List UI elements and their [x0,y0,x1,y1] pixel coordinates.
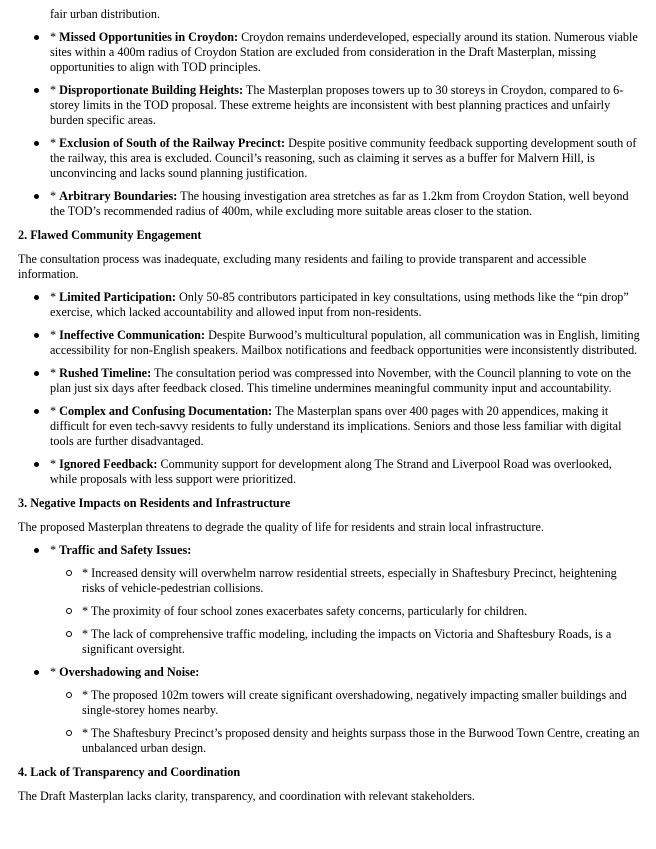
sub-bullet-list [50,688,640,756]
section-intro: The consultation process was inadequate, excluding many residents and failing to provide transparent and accessible information. [18,252,587,281]
item-marker: * [50,457,60,471]
list-item [18,543,640,657]
document-page [18,7,640,804]
list-item [18,457,640,487]
sub-item-text: The Shaftesbury Precinct’s proposed density and heights surpass those in the Burwood Town Centre, creating an unbalanced urban design. [82,726,640,755]
item-text: The Masterplan proposes towers up to 30 storeys in Croydon, compared to 6-storey limits in the TOD proposal. These extreme heights are inconsistent with best planning practices and unfairly burden specific areas. [50,83,624,127]
item-title: Limited Participation: [59,290,176,304]
item-title: Traffic and Safety Issues: [59,543,192,557]
item-marker: * [50,404,60,418]
list-item [18,290,640,320]
list-item [18,404,640,449]
sub-item-text: The proximity of four school zones exacerbates safety concerns, particularly for children. [90,604,528,618]
sub-list-item [50,604,640,619]
section-heading: 2. Flawed Community Engagement [18,228,202,242]
item-marker: * [82,604,91,618]
bullet-list [18,30,640,219]
section-heading: 3. Negative Impacts on Residents and Infrastructure [18,496,291,510]
section-intro: The proposed Masterplan threatens to degrade the quality of life for residents and strain local infrastructure. [18,520,544,534]
item-title: Overshadowing and Noise: [59,665,200,679]
item-marker: * [50,189,60,203]
item-marker: * [50,328,60,342]
sub-list-item [50,566,640,596]
item-title: Exclusion of South of the Railway Precinct: [59,136,286,150]
list-item [18,136,640,181]
bullet-list [18,290,640,487]
sub-bullet-list [50,566,640,657]
list-item [18,366,640,396]
item-text: Community support for development along The Strand and Liverpool Road was overlooked, while proposals with less support were prioritized. [50,457,612,486]
sub-item-text: The lack of comprehensive traffic modeling, including the impacts on Victoria and Shaftesbury Roads, is a significant oversight. [82,627,612,656]
item-title: Rushed Timeline: [59,366,152,380]
document-body [18,30,640,804]
sub-item-text: Increased density will overwhelm narrow residential streets, especially in Shaftesbury Precinct, heightening risks of vehicle-pedestrian collisions. [82,566,617,595]
item-marker: * [82,566,92,580]
item-marker: * [82,726,91,740]
item-title: Ineffective Communication: [59,328,206,342]
item-marker: * [50,543,60,557]
item-marker: * [50,366,60,380]
item-title: Arbitrary Boundaries: [59,189,178,203]
sub-list-item [50,726,640,756]
item-text: Croydon remains underdeveloped, especially around its station. Numerous viable sites within a 400m radius of Croydon Station are excluded from consideration in the Draft Masterplan, missing opportunities to align with TOD principles. [50,30,638,74]
item-title: Disproportionate Building Heights: [59,83,244,97]
list-item [18,83,640,128]
list-item [18,189,640,219]
section-heading: 4. Lack of Transparency and Coordination [18,765,241,779]
item-text: The housing investigation area stretches as far as 1.2km from Croydon Station, well beyond the TOD’s recommended radius of 400m, while excluding more suitable areas closer to the station. [50,189,629,218]
item-text: The consultation period was compressed into November, with the Council planning to vote on the plan just six days after feedback closed. This timeline undermines meaningful community input and accountability. [50,366,632,395]
sub-list-item [50,627,640,657]
item-title: Ignored Feedback: [59,457,158,471]
item-marker: * [50,30,60,44]
sub-item-text: The proposed 102m towers will create significant overshadowing, negatively impacting smaller buildings and single-storey homes nearby. [82,688,627,717]
item-title: Missed Opportunities in Croydon: [59,30,239,44]
item-marker: * [82,688,91,702]
item-marker: * [50,136,60,150]
item-text: Only 50-85 contributors participated in key consultations, using methods like the “pin drop” exercise, which lacked accountability and allowed input from non-residents. [50,290,629,319]
item-title: Complex and Confusing Documentation: [59,404,273,418]
item-marker: * [82,627,91,641]
item-marker: * [50,665,60,679]
sub-list-item [50,688,640,718]
item-marker: * [50,83,60,97]
section-intro: The Draft Masterplan lacks clarity, transparency, and coordination with relevant stakeholders. [18,789,475,803]
list-item [18,665,640,756]
lead-fragment: fair urban distribution. [50,7,161,21]
item-text: The Masterplan spans over 400 pages with 20 appendices, making it difficult for even tech-savvy residents to fully understand its implications. Seniors and those less familiar with digital tools are further disadvantaged. [50,404,622,448]
bullet-list [18,543,640,756]
item-marker: * [50,290,60,304]
list-item [18,328,640,358]
list-item [18,30,640,75]
item-text: Despite positive community feedback supporting development south of the railway, this area is excluded. Council’s reasoning, such as claiming it serves as a buffer for Malvern Hill, is unconvincing and lacks sound planning justification. [50,136,637,180]
item-text: Despite Burwood’s multicultural population, all communication was in English, limiting accessibility for non-English speakers. Mailbox notifications and feedback opportunities were inconsistently distributed. [50,328,640,357]
